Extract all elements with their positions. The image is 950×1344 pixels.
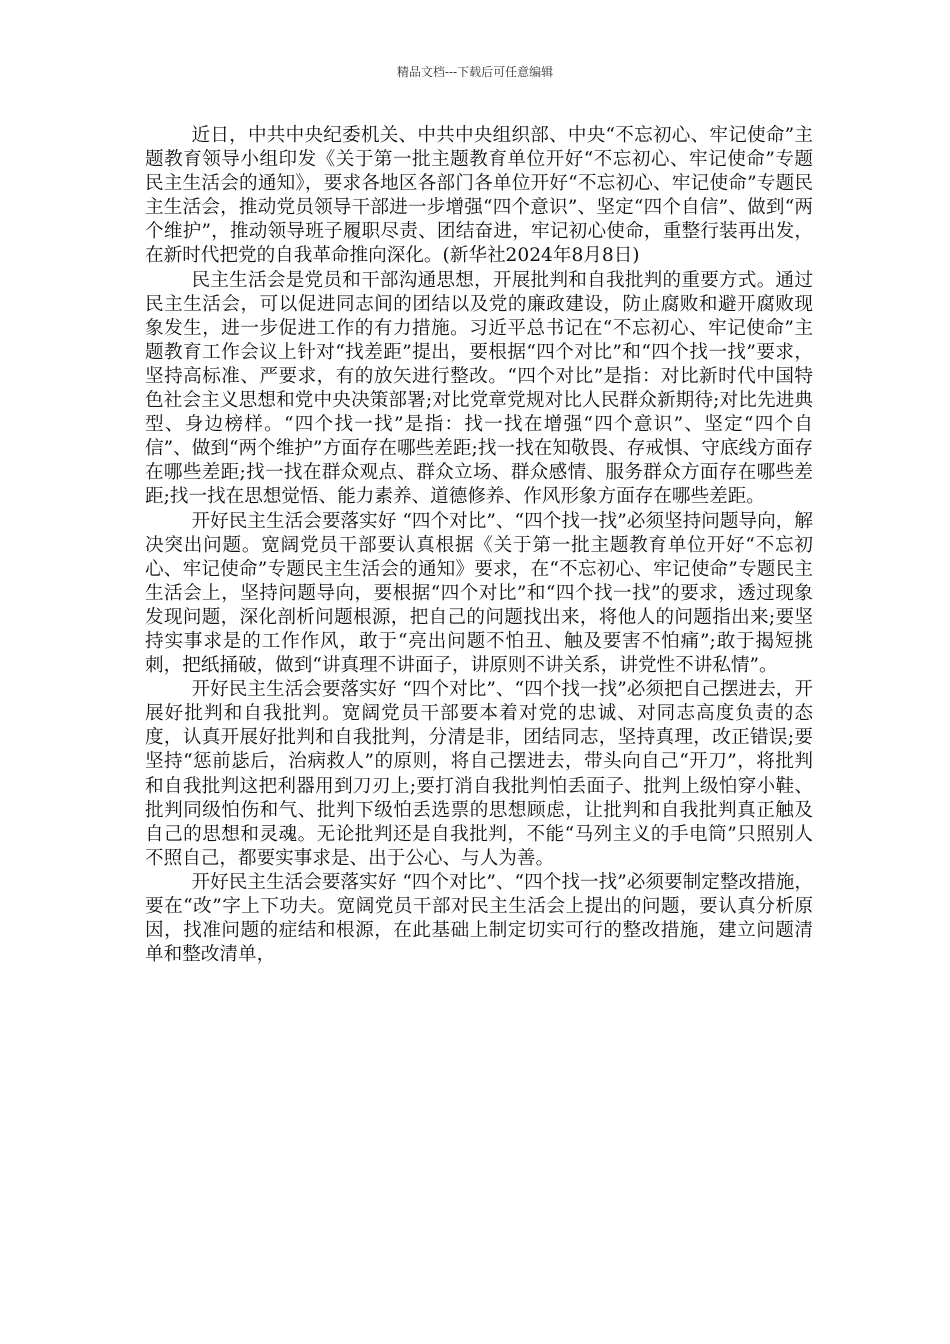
paragraph-3: 开好民主生活会要落实好 “四个对比”、“四个找一找”必须坚持问题导向，解决突出问题。宽阔党员干部要认真根据《关于第一批主题教育单位开好“不忘初心、牢记使命”专题民主生活会的通知》要求，在“不忘初心、牢记使命”专题民主生活会上，坚持问题导向，要根据“四个对比”和“四个找一找”的要求，透过现象发现问题，深化剖析问题根源，把自己的问题找出来，将他人的问题指出来;要坚持实事求是的工作作风，敢于“亮出问题不怕丑、触及要害不怕痛”;敢于揭短挑刺，把纸捅破，做到“讲真理不讲面子，讲原则不讲关系，讲党性不讲私情”。 xyxy=(145,510,813,677)
paragraph-5: 开好民主生活会要落实好 “四个对比”、“四个找一找”必须要制定整改措施，要在“改”字上下功夫。宽阔党员干部对民主生活会上提出的问题，要认真分析原因，找准问题的症结和根源，在此基础上制定切实可行的整改措施，建立问题清单和整改清单， xyxy=(145,871,813,966)
page-header: 精品文档---下载后可任意编辑 xyxy=(396,65,554,79)
document-body xyxy=(145,124,813,967)
paragraph-4: 开好民主生活会要落实好 “四个对比”、“四个找一找”必须把自己摆进去，开展好批判和自我批判。宽阔党员干部要本着对党的忠诚、对同志高度负责的态度，认真开展好批判和自我批判，分清是非，团结同志，坚持真理，改正错误;要坚持“惩前毖后，治病救人”的原则，将自己摆进去，带头向自己“开刀”，将批判和自我批判这把利器用到刀刃上;要打消自我批判怕丢面子、批判上级怕穿小鞋、批判同级怕伤和气、批判下级怕丢选票的思想顾虑，让批判和自我批判真正触及自己的思想和灵魂。无论批判还是自我批判，不能“马列主义的手电筒”只照别人不照自己，都要实事求是、出于公心、与人为善。 xyxy=(145,679,813,869)
paragraph-2: 民主生活会是党员和干部沟通思想，开展批判和自我批判的重要方式。通过民主生活会，可以促进同志间的团结以及党的廉政建设，防止腐败和避开腐败现象发生，进一步促进工作的有力措施。习近平总书记在“不忘初心、牢记使命”主题教育工作会议上针对“找差距”提出，要根据“四个对比”和“四个找一找”要求，坚持高标准、严要求，有的放矢进行整改。“四个对比”是指：对比新时代中国特色社会主义思想和党中央决策部署;对比党章党规对比人民群众新期待;对比先进典型、身边榜样。“四个找一找”是指：找一找在增强“四个意识”、坚定“四个自信”、做到“两个维护”方面存在哪些差距;找一找在知敬畏、存戒惧、守底线方面存在哪些差距;找一找在群众观点、群众立场、群众感情、服务群众方面存在哪些差距;找一找在思想觉悟、能力素养、道德修养、作风形象方面存在哪些差距。 xyxy=(145,269,813,508)
paragraph-1: 近日，中共中央纪委机关、中共中央组织部、中央“不忘初心、牢记使命”主题教育领导小组印发《关于第一批主题教育单位开好“不忘初心、牢记使命”专题民主生活会的通知》，要求各地区各部门各单位开好“不忘初心、牢记使命”专题民主生活会，推动党员领导干部进一步增强“四个意识”、坚定“四个自信”、做到“两个维护”，推动领导班子履职尽责、团结奋进，牢记初心使命，重整行装再出发，在新时代把党的自我革命推向深化。(新华社2024年8月8日) xyxy=(145,125,813,267)
